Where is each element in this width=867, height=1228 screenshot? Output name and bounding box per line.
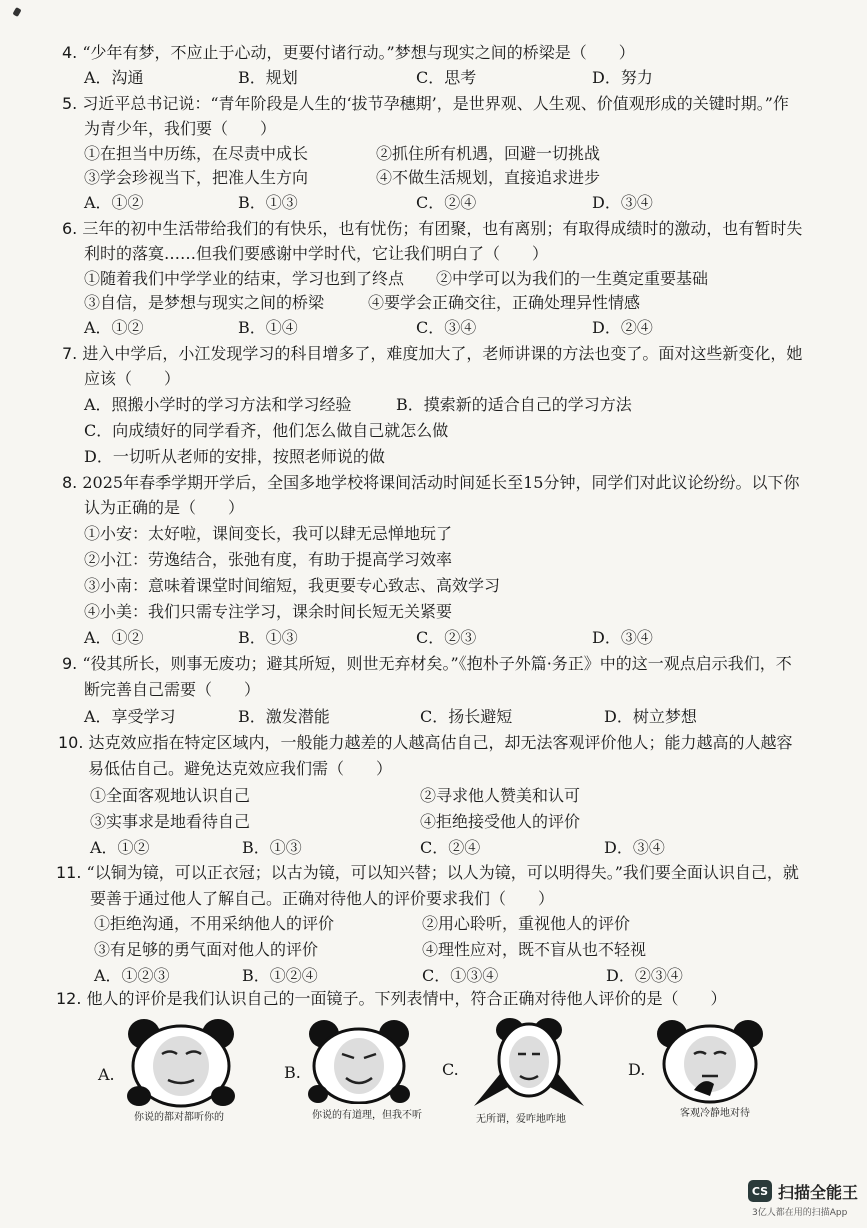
statement-2: ②抓住所有机遇，回避一切挑战 bbox=[376, 144, 601, 163]
picture-caption: 你说的都对都听你的 bbox=[134, 1112, 224, 1123]
question-stem: 习近平总书记说：“青年阶段是人生的‘拔节孕穗期’，是世界观、人生观、价值观形成的关键时期。”作 bbox=[82, 94, 789, 113]
question-stem-cont: 利时的落寞……但我们要感谢中学时代，它让我们明白了（ ） bbox=[84, 244, 549, 263]
statement-1: ①拒绝沟通，不用采纳他人的评价 bbox=[94, 914, 335, 933]
statement-4: ④小美：我们只需专注学习，课余时间长短无关紧要 bbox=[84, 602, 453, 621]
option-b: B．①③ bbox=[242, 838, 302, 857]
question-stem: 三年的初中生活带给我们的有快乐，也有忧伤；有团聚，也有离别；有取得成绩时的激动，也有暂时失 bbox=[82, 219, 803, 238]
panda-meme-face-icon bbox=[124, 1016, 238, 1108]
question-number: 7. bbox=[62, 344, 78, 363]
statement-2: ②寻求他人赞美和认可 bbox=[420, 786, 581, 805]
question-stem: 进入中学后，小江发现学习的科目增多了，难度加大了，老师讲课的方法也变了。面对这些新变化，她 bbox=[82, 344, 803, 363]
statement-1: ①全面客观地认识自己 bbox=[90, 786, 251, 805]
statement-4: ④拒绝接受他人的评价 bbox=[420, 812, 581, 831]
scan-speck bbox=[12, 7, 21, 17]
question-stem: “少年有梦，不应止于心动，更要付诸行动。”梦想与现实之间的桥梁是（ ） bbox=[82, 43, 635, 62]
picture-letter: D. bbox=[628, 1060, 646, 1079]
option-d: D．②④ bbox=[592, 318, 653, 337]
statement-3: ③实事求是地看待自己 bbox=[90, 812, 251, 831]
panda-meme-face-icon bbox=[470, 1016, 588, 1108]
option-a: A．①② bbox=[90, 838, 150, 857]
picture-letter: A. bbox=[98, 1065, 115, 1084]
question-stem-cont: 认为正确的是（ ） bbox=[84, 498, 245, 517]
option-a: A．沟通 bbox=[84, 68, 144, 87]
question-number: 4. bbox=[62, 43, 78, 62]
picture-caption: 客观冷静地对待 bbox=[680, 1108, 750, 1119]
statement-3: ③学会珍视当下，把准人生方向 bbox=[84, 168, 309, 187]
question-number: 8. bbox=[62, 473, 78, 492]
picture-caption: 你说的有道理，但我不听 bbox=[312, 1110, 422, 1121]
question-stem: 2025年春季学期开学后，全国多地学校将课间活动时间延长至15分钟，同学们对此议论纷纷。以下你 bbox=[82, 473, 800, 492]
option-a: A．①② bbox=[84, 318, 144, 337]
question-stem: “以铜为镜，可以正衣冠；以古为镜，可以知兴替；以人为镜，可以明得失。”我们要全面认识自己，就 bbox=[86, 863, 799, 882]
question-stem-cont: 为青少年，我们要（ ） bbox=[84, 119, 277, 138]
question-stem-cont: 应该（ ） bbox=[84, 369, 181, 388]
option-c: C．思考 bbox=[416, 68, 477, 87]
option-c: C．②④ bbox=[416, 193, 477, 212]
question-stem-cont: 断完善自己需要（ ） bbox=[84, 680, 261, 699]
question-stem-cont: 易低估自己。避免达克效应我们需（ ） bbox=[88, 759, 393, 778]
option-c: C．②④ bbox=[420, 838, 481, 857]
option-d: D．③④ bbox=[592, 628, 653, 647]
option-d: D．③④ bbox=[592, 193, 653, 212]
option-a: A．①②③ bbox=[94, 966, 170, 985]
option-d: D．②③④ bbox=[606, 966, 683, 985]
statement-3: ③有足够的勇气面对他人的评价 bbox=[94, 940, 319, 959]
option-b: B．①②④ bbox=[242, 966, 318, 985]
option-a: A．享受学习 bbox=[84, 707, 176, 726]
question-number: 6. bbox=[62, 219, 78, 238]
statement-3: ③自信，是梦想与现实之间的桥梁 bbox=[84, 293, 325, 312]
statement-2: ②用心聆听，重视他人的评价 bbox=[422, 914, 631, 933]
statement-1: ①在担当中历练，在尽责中成长 bbox=[84, 144, 309, 163]
option-c: C．向成绩好的同学看齐，他们怎么做自己就怎么做 bbox=[84, 421, 449, 440]
option-b: B．①③ bbox=[238, 193, 298, 212]
option-d: D．努力 bbox=[592, 68, 653, 87]
option-b: B．摸索新的适合自己的学习方法 bbox=[396, 395, 632, 414]
statement-3: ③小南：意味着课堂时间缩短，我更要专心致志、高效学习 bbox=[84, 576, 501, 595]
picture-letter: B. bbox=[284, 1063, 301, 1082]
statement-2: ②中学可以为我们的一生奠定重要基础 bbox=[436, 269, 709, 288]
question-stem-cont: 要善于通过他人了解自己。正确对待他人的评价要求我们（ ） bbox=[90, 889, 555, 908]
option-d: D．树立梦想 bbox=[604, 707, 697, 726]
question-number: 12. bbox=[56, 989, 82, 1008]
statement-4: ④要学会正确交往，正确处理异性情感 bbox=[368, 293, 641, 312]
picture-letter: C. bbox=[442, 1060, 459, 1079]
panda-meme-face-icon bbox=[306, 1018, 412, 1104]
statement-1: ①随着我们中学学业的结束，学习也到了终点 bbox=[84, 269, 405, 288]
option-a: A．照搬小学时的学习方法和学习经验 bbox=[84, 395, 352, 414]
option-c: C．扬长避短 bbox=[420, 707, 513, 726]
option-c: C．③④ bbox=[416, 318, 477, 337]
option-c: C．①③④ bbox=[422, 966, 499, 985]
question-number: 11. bbox=[56, 863, 82, 882]
question-number: 10. bbox=[58, 733, 84, 752]
option-c: C．②③ bbox=[416, 628, 477, 647]
statement-4: ④不做生活规划，直接追求进步 bbox=[376, 168, 601, 187]
option-b: B．①③ bbox=[238, 628, 298, 647]
picture-caption: 无所谓，爱咋地咋地 bbox=[476, 1114, 566, 1125]
option-b: B．①④ bbox=[238, 318, 298, 337]
statement-4: ④理性应对，既不盲从也不轻视 bbox=[422, 940, 647, 959]
watermark-subtitle: 3亿人都在用的扫描App bbox=[752, 1208, 848, 1218]
watermark-brand: 扫描全能王 bbox=[778, 1183, 859, 1202]
camscanner-logo-icon: CS bbox=[748, 1180, 772, 1202]
panda-meme-face-icon bbox=[654, 1016, 766, 1104]
question-number: 9. bbox=[62, 654, 78, 673]
question-stem: 他人的评价是我们认识自己的一面镜子。下列表情中，符合正确对待他人评价的是（ ） bbox=[86, 989, 727, 1008]
option-d: D．一切听从老师的安排，按照老师说的做 bbox=[84, 447, 385, 466]
option-d: D．③④ bbox=[604, 838, 665, 857]
statement-1: ①小安：太好啦，课间变长，我可以肆无忌惮地玩了 bbox=[84, 524, 453, 543]
question-stem: “役其所长，则事无废功；避其所短，则世无弃材矣。”《抱朴子外篇·务正》中的这一观点启示我们，不 bbox=[82, 654, 792, 673]
question-stem: 达克效应指在特定区域内，一般能力越差的人越高估自己，却无法客观评价他人；能力越高的人越容 bbox=[88, 733, 793, 752]
option-a: A．①② bbox=[84, 628, 144, 647]
option-a: A．①② bbox=[84, 193, 144, 212]
option-b: B．规划 bbox=[238, 68, 298, 87]
option-b: B．激发潜能 bbox=[238, 707, 330, 726]
statement-2: ②小江：劳逸结合，张弛有度，有助于提高学习效率 bbox=[84, 550, 453, 569]
question-number: 5. bbox=[62, 94, 78, 113]
